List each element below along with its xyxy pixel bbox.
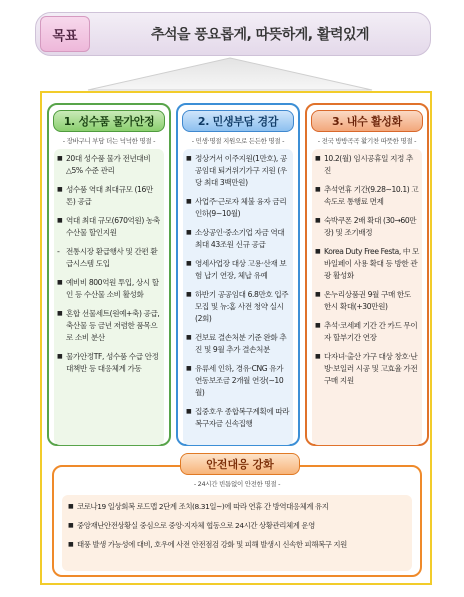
column-subtitle: - 전국 방방곡곡 활기찬 따뜻한 명절 - — [317, 137, 417, 145]
list-item: ■ 집중호우 종합복구계획에 따라 복구자금 신속집행 — [186, 406, 290, 430]
column-title: 1. 성수품 물가안정 — [53, 110, 165, 132]
list-item: ■ 혼합 선물세트(원예+축) 공급, 축산물 등 금년 저렴한 품목으로 소비 분산 — [57, 308, 161, 344]
column-title: 2. 민생부담 경감 — [182, 110, 294, 132]
list-item: ■ 유류세 인하, 경유·CNG 유가연동보조금 2개월 연장(~10월) — [186, 363, 290, 399]
column-body — [54, 149, 164, 445]
column-subtitle: - 민생·명절 지원으로 든든한 명절 - — [191, 137, 285, 145]
safety-body — [62, 495, 412, 571]
column-domestic-demand — [305, 103, 429, 446]
list-item: ■ 예비비 800억원 투입, 상시 할인 등 수산물 소비 활성화 — [57, 277, 161, 301]
list-item: ■ 하반기 공공임대 6.8만호 입주 모집 및 뉴:홈 사전 청약 실시(2회) — [186, 289, 290, 325]
list-item: ■ 물가안정TF, 성수품 수급 안정 대책반 등 대응체계 가동 — [57, 351, 161, 375]
column-subtitle: - 장바구니 부담 더는 넉넉한 명절 - — [62, 137, 156, 145]
safety-item-list — [68, 501, 406, 551]
list-item: ■ 역대 최대 규모(670억원) 농축수산물 할인지원 — [57, 215, 161, 239]
list-item: ■ 추석연휴 기간(9.28~10.1) 고속도로 통행료 면제 — [315, 184, 419, 208]
item-list — [57, 153, 161, 375]
list-item: ■ 태풍 발생 가능성에 대비, 호우에 사전 안전점검 강화 및 피해 발생시 신속한 피해복구 지원 — [68, 539, 406, 551]
column-body — [183, 149, 293, 445]
column-burden-relief — [176, 103, 300, 446]
safety-title: 안전대응 강화 — [180, 453, 300, 475]
list-item: ■ 코로나19 일상회복 로드맵 2단계 조치(8.31일~)에 따라 연휴 간 방역대응체계 유지 — [68, 501, 406, 513]
column-body — [312, 149, 422, 445]
list-item: ■ 10.2(월) 임시공휴일 지정 추진 — [315, 153, 419, 177]
list-item: ■ 20대 성수품 물가 전년대비 △5% 수준 관리 — [57, 153, 161, 177]
safety-subtitle: - 24시간 빈틈없이 안전한 명절 - — [193, 480, 281, 488]
list-item: ■ 온누리상품권 9월 구매 한도 한시 확대(+30만원) — [315, 289, 419, 313]
up-arrow-icon — [80, 56, 380, 92]
list-item: ■ 중앙재난안전상황실 중심으로 중앙·지자체 협동으로 24시간 상황관리체계 운영 — [68, 520, 406, 532]
list-item: ■ 사업주·근로자 체불 융자 금리 인하(9~10월) — [186, 196, 290, 220]
list-item: ■ 숙박쿠폰 2배 확대 (30→60만장) 및 조기배정 — [315, 215, 419, 239]
list-item: ■ 다자녀·출산 가구 대상 창호·난방·보일러 시공 및 고효율 가전 구매 지원 — [315, 351, 419, 387]
item-list — [186, 153, 290, 430]
list-item: ■ Korea Duty Free Festa, 中 모바일페이 사용 확대 등 방한 관광 활성화 — [315, 246, 419, 282]
list-item: - 전통시장 환급행사 및 간편 환급시스템 도입 — [57, 246, 161, 270]
item-list — [315, 153, 419, 387]
goal-tag: 목표 — [40, 16, 90, 52]
list-item: ■ 영세사업장 대상 고용·산재 보험 납기 연장, 체납 유예 — [186, 258, 290, 282]
list-item: ■ 건보료 결손처분 기준 완화 추진 및 9월 추가 결손처분 — [186, 332, 290, 356]
safety-section — [52, 458, 422, 577]
column-title: 3. 내수 활성화 — [311, 110, 423, 132]
list-item: ■ 소상공인·중소기업 자금 역대 최대 43조원 신규 공급 — [186, 227, 290, 251]
list-item: ■ 추석·코세페 기간 간 카드 무이자 할부기간 연장 — [315, 320, 419, 344]
list-item: ■ 정상거서 이주지원(1만호), 공공임대 퇴거위기가구 지원 (우당 최대 3백만원) — [186, 153, 290, 189]
column-price-stability — [47, 103, 171, 446]
list-item: ■ 성수품 역대 최대규모 (16만톤) 공급 — [57, 184, 161, 208]
goal-banner — [35, 12, 431, 56]
goal-text: 추석을 풍요롭게, 따뜻하게, 활력있게 — [150, 27, 370, 43]
